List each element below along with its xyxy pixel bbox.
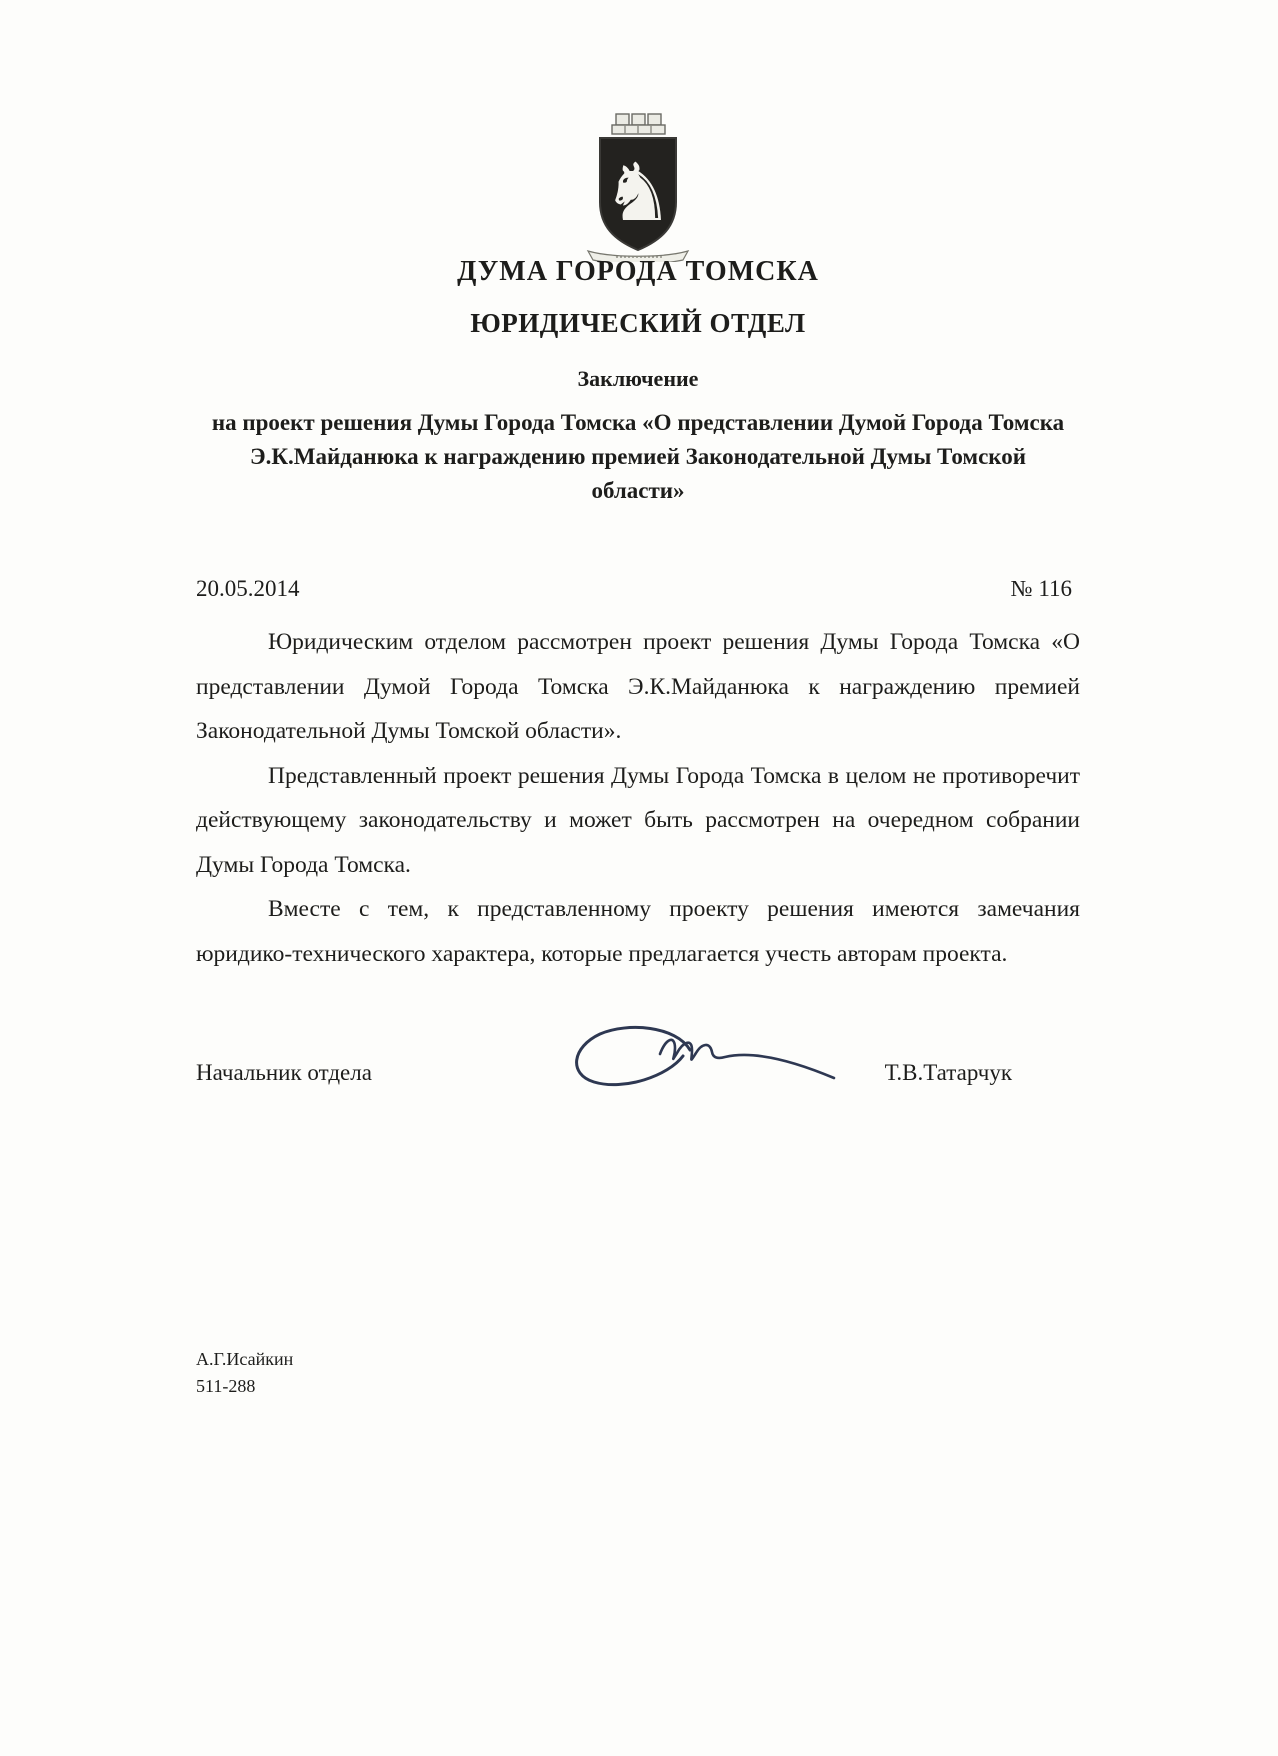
- organization-name: ДУМА ГОРОДА ТОМСКА: [457, 256, 819, 287]
- department-name: ЮРИДИЧЕСКИЙ ОТДЕЛ: [470, 308, 806, 338]
- tomsk-coat-of-arms-icon: [578, 110, 698, 262]
- executor-phone: 511-288: [196, 1376, 256, 1396]
- document-type: Заключение: [577, 366, 699, 391]
- executor-name: А.Г.Исайкин: [196, 1349, 294, 1369]
- paragraph-2: Представленный проект решения Думы Города Томска в целом не противоречит действующему законодательству и может быть рассмотрен на очередном собрании Думы Города Томска.: [196, 762, 1080, 878]
- crown-icon: [612, 114, 665, 134]
- horse-icon: ♞: [602, 146, 674, 239]
- paragraph-1: Юридическим отделом рассмотрен проект решения Думы Города Томска «О представлении Думой Города Томска Э.К.Майданюка к награждению премией Законодательной Думы Томской области».: [196, 629, 1080, 744]
- document-date: 20.05.2014: [196, 576, 300, 601]
- signer-position: Начальник отдела: [196, 1060, 372, 1085]
- paragraph-3: Вместе с тем, к представленному проекту решения имеются замечания юридико-технического характера, которые предлагается учесть авторам проекта.: [196, 896, 1080, 967]
- document-title: на проект решения Думы Города Томска «О представлении Думой Города Томска Э.К.Майданюка к награждению премией Законодательной Думы Томской области»: [211, 410, 1065, 503]
- executor-block: [196, 1346, 293, 1400]
- document-body: [196, 620, 1080, 976]
- handwritten-signature-icon: [542, 1018, 842, 1108]
- document-number: № 116: [1010, 576, 1072, 601]
- signature-block: [196, 1040, 1080, 1130]
- document-content: [196, 0, 1080, 1756]
- signer-name: Т.В.Татарчук: [884, 1060, 1012, 1085]
- meta-row: [196, 576, 1080, 602]
